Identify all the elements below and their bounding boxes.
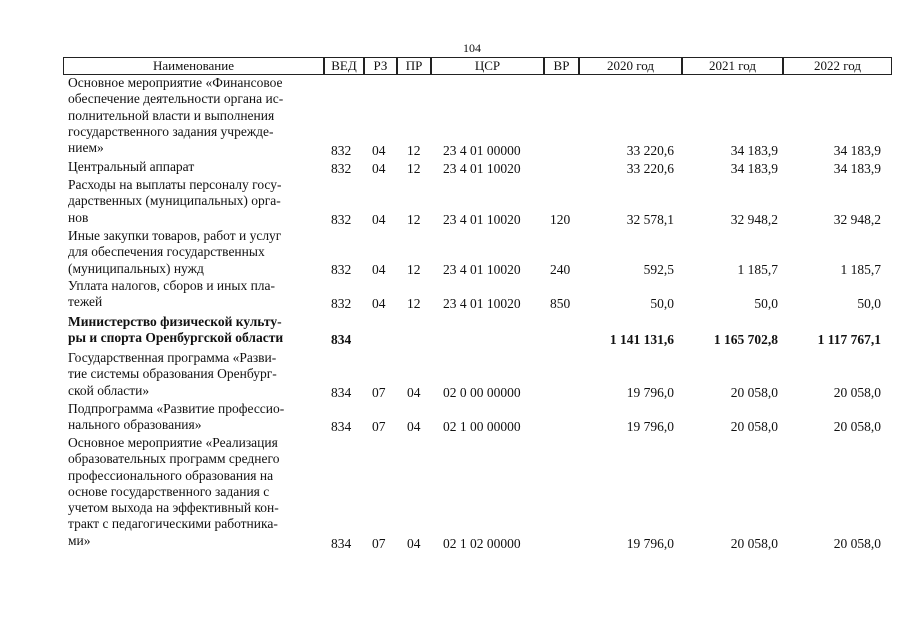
row-csr: 23 4 01 00000 <box>443 143 521 158</box>
row-2022: 34 183,9 <box>833 143 881 158</box>
table-row <box>0 278 905 312</box>
row-ved: 834 <box>331 536 352 551</box>
header-2022 <box>783 57 892 75</box>
header-2020 <box>579 57 682 75</box>
row-rz: 04 <box>372 262 386 277</box>
row-2020: 19 796,0 <box>626 536 674 551</box>
row-name: Уплата налогов, сборов и иных пла- тежей <box>68 278 276 310</box>
table-row <box>0 177 905 228</box>
header-pr <box>397 57 431 75</box>
header-2020-label: 2020 год <box>607 58 654 73</box>
row-ved: 834 <box>331 332 352 347</box>
table-row <box>0 401 905 435</box>
row-csr: 23 4 01 10020 <box>443 296 521 311</box>
row-pr: 12 <box>407 143 421 158</box>
row-pr: 12 <box>407 161 421 176</box>
row-2020: 592,5 <box>643 262 674 277</box>
row-rz: 07 <box>372 536 386 551</box>
row-name: Иные закупки товаров, работ и услуг для обеспечения государственных (муниципальных) нужд <box>68 228 282 276</box>
row-vr: 850 <box>550 296 571 311</box>
row-csr: 23 4 01 10020 <box>443 161 521 176</box>
header-csr <box>431 57 544 75</box>
row-2020: 32 578,1 <box>626 212 674 227</box>
row-2021: 34 183,9 <box>730 161 778 176</box>
header-2021-label: 2021 год <box>709 58 756 73</box>
row-ved: 832 <box>331 212 352 227</box>
row-2022: 20 058,0 <box>833 385 881 400</box>
header-vr-label: ВР <box>553 58 570 73</box>
header-pr-label: ПР <box>405 58 423 73</box>
row-2020: 33 220,6 <box>626 161 674 176</box>
row-2022: 20 058,0 <box>833 536 881 551</box>
table-row <box>0 314 905 348</box>
row-2020: 33 220,6 <box>626 143 674 158</box>
row-pr: 12 <box>407 296 421 311</box>
row-2020: 1 141 131,6 <box>609 332 674 347</box>
row-2021: 32 948,2 <box>730 212 778 227</box>
page-number: 104 <box>463 41 481 55</box>
table-row <box>0 350 905 401</box>
row-2021: 1 165 702,8 <box>713 332 778 347</box>
row-2021: 50,0 <box>754 296 778 311</box>
header-ved-label: ВЕД <box>331 58 357 73</box>
row-ved: 832 <box>331 296 352 311</box>
row-pr: 04 <box>407 385 421 400</box>
row-2022: 1 185,7 <box>840 262 881 277</box>
row-2022: 32 948,2 <box>833 212 881 227</box>
table-row <box>0 159 905 177</box>
header-vr <box>544 57 579 75</box>
row-name: Центральный аппарат <box>68 159 195 174</box>
header-name-label: Наименование <box>153 58 234 73</box>
row-rz: 04 <box>372 212 386 227</box>
row-rz: 04 <box>372 161 386 176</box>
row-rz: 07 <box>372 419 386 434</box>
row-2021: 1 185,7 <box>737 262 778 277</box>
row-pr: 04 <box>407 536 421 551</box>
row-csr: 23 4 01 10020 <box>443 262 521 277</box>
row-pr: 12 <box>407 262 421 277</box>
row-2022: 34 183,9 <box>833 161 881 176</box>
row-name: Подпрограмма «Развитие профессио- нального образования» <box>68 401 285 433</box>
row-ved: 832 <box>331 262 352 277</box>
row-2020: 50,0 <box>650 296 674 311</box>
row-csr: 23 4 01 10020 <box>443 212 521 227</box>
row-name: Государственная программа «Разви- тие системы образования Оренбург- ской области» <box>68 350 277 398</box>
table-row <box>0 435 905 552</box>
table-row <box>0 228 905 278</box>
header-ved <box>324 57 364 75</box>
header-2021 <box>682 57 783 75</box>
row-csr: 02 1 00 00000 <box>443 419 521 434</box>
row-2021: 20 058,0 <box>730 536 778 551</box>
header-rz <box>364 57 397 75</box>
header-rz-label: РЗ <box>373 58 388 73</box>
row-name: Основное мероприятие «Реализация образовательных программ среднего профессионального образования на основе государственного задания с учетом выхода на эффективный кон- тракт с педагогическими работника- ми» <box>68 435 280 548</box>
row-pr: 04 <box>407 419 421 434</box>
row-pr: 12 <box>407 212 421 227</box>
row-rz: 04 <box>372 143 386 158</box>
row-2022: 50,0 <box>857 296 881 311</box>
row-rz: 04 <box>372 296 386 311</box>
row-ved: 832 <box>331 161 352 176</box>
row-2021: 20 058,0 <box>730 385 778 400</box>
row-ved: 832 <box>331 143 352 158</box>
header-2022-label: 2022 год <box>814 58 861 73</box>
row-2021: 20 058,0 <box>730 419 778 434</box>
row-2022: 20 058,0 <box>833 419 881 434</box>
row-2022: 1 117 767,1 <box>817 332 881 347</box>
row-vr: 120 <box>550 212 571 227</box>
header-name <box>63 57 324 75</box>
row-csr: 02 0 00 00000 <box>443 385 521 400</box>
row-csr: 02 1 02 00000 <box>443 536 521 551</box>
row-2021: 34 183,9 <box>730 143 778 158</box>
row-2020: 19 796,0 <box>626 419 674 434</box>
row-rz: 07 <box>372 385 386 400</box>
row-2020: 19 796,0 <box>626 385 674 400</box>
row-name: Министерство физической культу- ры и спорта Оренбургской области <box>68 314 284 346</box>
row-ved: 834 <box>331 385 352 400</box>
row-ved: 834 <box>331 419 352 434</box>
row-name: Основное мероприятие «Финансовое обеспечение деятельности органа ис- полнительной власти и выполнения государственного задания учрежде- нием» <box>68 75 284 156</box>
row-name: Расходы на выплаты персоналу госу- дарственных (муниципальных) орга- нов <box>68 177 282 225</box>
table-row <box>0 75 905 159</box>
header-csr-label: ЦСР <box>474 58 501 73</box>
row-vr: 240 <box>550 262 571 277</box>
